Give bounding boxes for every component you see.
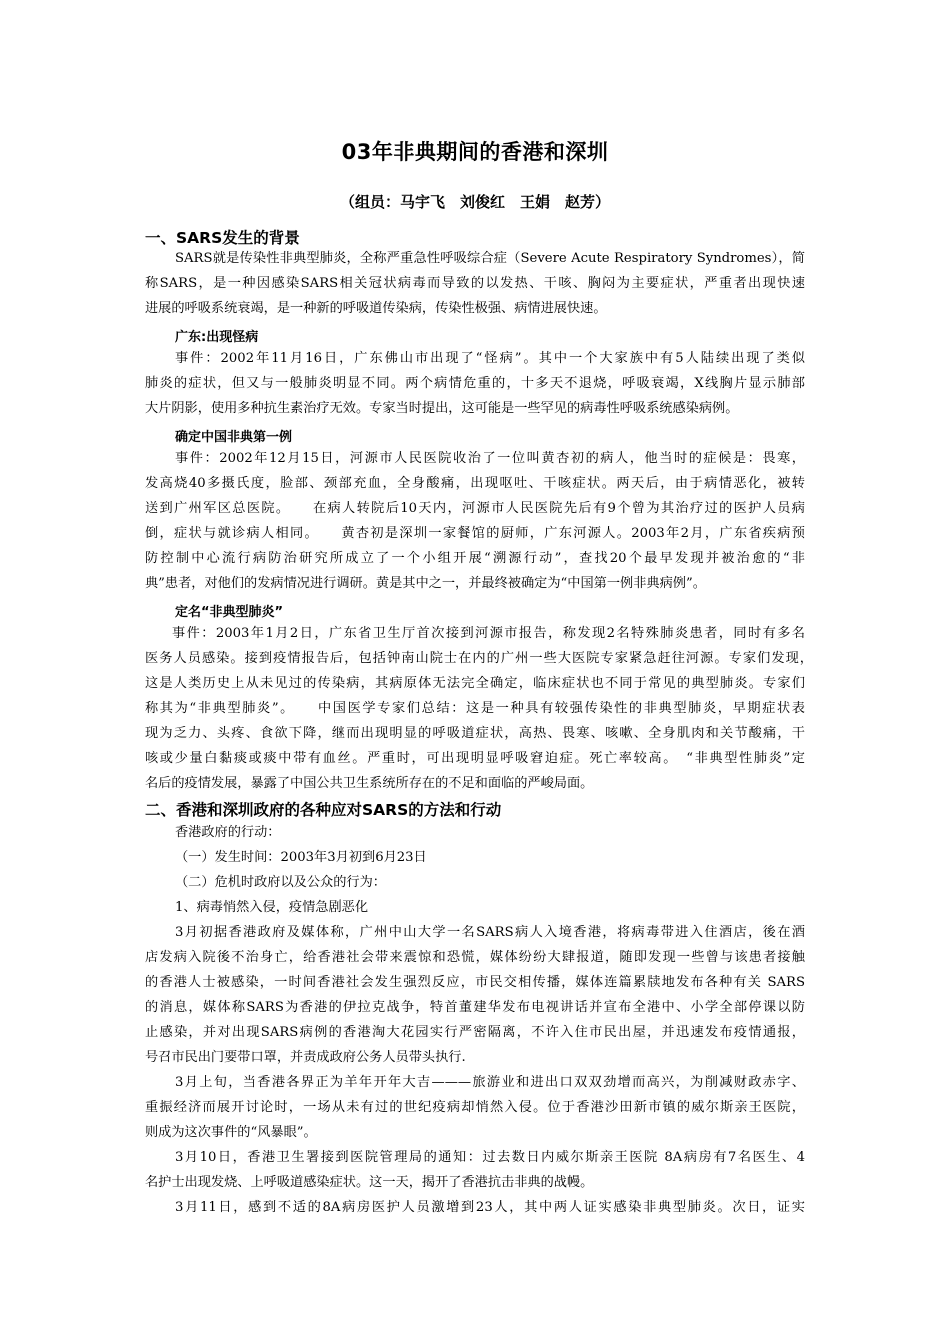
paragraph-line: （二）危机时政府以及公众的行为： (175, 875, 386, 890)
paragraph-line: 事件：2002年12月15日，河源市人民医院收治了一位叫黄杏初的病人，他当时的症候是：畏寒， (175, 451, 805, 466)
paragraph-line: 的香港人士被感染，一时间香港社会发生强烈反应，市民交相传播，媒体连篇累牍地发布各种有关 SARS (145, 975, 805, 990)
section-2-heading: 二、香港和深圳政府的各种应对SARS的方法和行动 (145, 801, 502, 819)
paragraph-line: 咳或少量白黏痰或痰中带有血丝。严重时，可出现明显呼吸窘迫症。死亡率较高。 “非典型性肺炎”定 (145, 751, 805, 766)
paragraph-line: 称其为“非典型肺炎”。 中国医学专家们总结：这是一种具有较强传染性的非典型肺炎，早期症状表 (145, 701, 805, 716)
paragraph-line: 这是人类历史上从未见过的传染病，其病原体无法完全确定，临床症状也不同于常见的典型肺炎。专家们 (145, 676, 805, 691)
paragraph-line: SARS就是传染性非典型肺炎，全称严重急性呼吸综合症（Severe Acute Respiratory Syndromes），简 (175, 251, 805, 266)
paragraph-line: 医务人员感染。接到疫情报告后，包括钟南山院士在内的广州一些大医院专家紧急赶往河源。专家们发现， (145, 651, 813, 666)
paragraph-line: 事件：2002年11月16日，广东佛山市出现了“怪病”。其中一个大家族中有5人陆续出现了类似 (175, 351, 805, 366)
paragraph-line: 的消息，媒体称SARS为香港的伊拉克战争，特首董建华发布电视讲话并宣布全港中、小学全部停课以防 (145, 1000, 805, 1015)
subsection-heading-first-case: 确定中国非典第一例 (175, 430, 293, 445)
paragraph-line: 3月10日，香港卫生署接到医院管理局的通知：过去数日内威尔斯亲王医院 8A病房有7名医生、4 (175, 1150, 805, 1165)
paragraph-line: 防控制中心流行病防治研究所成立了一个小组开展“溯源行动”，查找20个最早发现并被治愈的“非 (145, 551, 805, 566)
paragraph-line: 香港政府的行动： (175, 825, 281, 840)
paragraph-line: 3月11日，感到不适的8A病房医护人员激增到23人，其中两人证实感染非典型肺炎。次日，证实 (175, 1200, 805, 1215)
section-1-heading: 一、SARS发生的背景 (145, 229, 300, 247)
paragraph-line: 3月上旬，当香港各界正为羊年开年大吉———旅游业和进出口双双劲增而高兴，为削减财政赤字、 (175, 1075, 805, 1090)
paragraph-line: 进展的呼吸系统衰竭，是一种新的呼吸道传染病，传染性极强、病情进展快速。 (145, 301, 607, 316)
paragraph-line: 送到广州军区总医院。 在病人转院后10天内，河源市人民医院先后有9个曾为其治疗过的医护人员病 (145, 501, 805, 516)
paragraph-line: 3月初据香港政府及媒体称，广州中山大学一名SARS病人入境香港，将病毒带进入住酒店，後在酒 (175, 925, 805, 940)
paragraph-line: （一）发生时间：2003年3月初到6月23日 (175, 850, 427, 865)
paragraph-line: 典”患者，对他们的发病情况进行调研。黄是其中之一，并最终被确定为“中国第一例非典病例”。 (145, 576, 706, 591)
paragraph-line: 称SARS，是一种因感染SARS相关冠状病毒而导致的以发热、干咳、胸闷为主要症状，严重者出现快速 (145, 276, 805, 291)
paragraph-line: 则成为这次事件的“风暴眼”。 (145, 1125, 317, 1140)
subsection-heading-guangdong: 广东:出现怪病 (175, 330, 259, 345)
group-members: （组员：马宇飞 刘俊红 王娟 赵芳） (339, 193, 610, 211)
paragraph-line: 发高烧40多摄氏度，脸部、颈部充血，全身酸痛，出现呕吐、干咳症状。两天后，由于病情恶化，被转 (145, 476, 805, 491)
paragraph-line: 重振经济而展开讨论时，一场从未有过的世纪疫病却悄然入侵。位于香港沙田新市镇的威尔斯亲王医院， (145, 1100, 805, 1115)
paragraph-line: 店发病入院後不治身亡，给香港社会带来震惊和恐慌，媒体纷纷大肆报道，随即发现一些曾与该患者接触 (145, 950, 805, 965)
document-title: 03年非典期间的香港和深圳 (341, 140, 609, 164)
paragraph-line: 事件：2003年1月2日，广东省卫生厅首次接到河源市报告，称发现2名特殊肺炎患者，同时有多名 (172, 626, 805, 641)
paragraph-line: 号召市民出门要带口罩，并责成政府公务人员带头执行. (145, 1050, 466, 1065)
subsection-heading-naming: 定名“非典型肺炎” (175, 605, 284, 620)
paragraph-line: 名护士出现发烧、上呼吸道感染症状。这一天，揭开了香港抗击非典的战幔。 (145, 1175, 594, 1190)
paragraph-line: 肺炎的症状，但又与一般肺炎明显不同。两个病情危重的，十多天不退烧，呼吸衰竭，X线胸片显示肺部 (145, 376, 805, 391)
paragraph-line: 现为乏力、头疼、食欲下降，继而出现明显的呼吸道症状，高热、畏寒、咳嗽、全身肌肉和关节酸痛，干 (145, 726, 805, 741)
paragraph-line: 名后的疫情发展，暴露了中国公共卫生系统所存在的不足和面临的严峻局面。 (145, 776, 594, 791)
paragraph-line: 倒，症状与就诊病人相同。 黄杏初是深圳一家餐馆的厨师，广东河源人。2003年2月，广东省疾病预 (145, 526, 805, 541)
paragraph-line: 大片阴影，使用多种抗生素治疗无效。专家当时提出，这可能是一些罕见的病毒性呼吸系统感染病例。 (145, 401, 739, 416)
paragraph-line: 止感染，并对出现SARS病例的香港淘大花园实行严密隔离，不许入住市民出屋，并迅速发布疫情通报， (145, 1025, 805, 1040)
paragraph-line: 1、病毒悄然入侵，疫情急剧恶化 (175, 900, 369, 915)
